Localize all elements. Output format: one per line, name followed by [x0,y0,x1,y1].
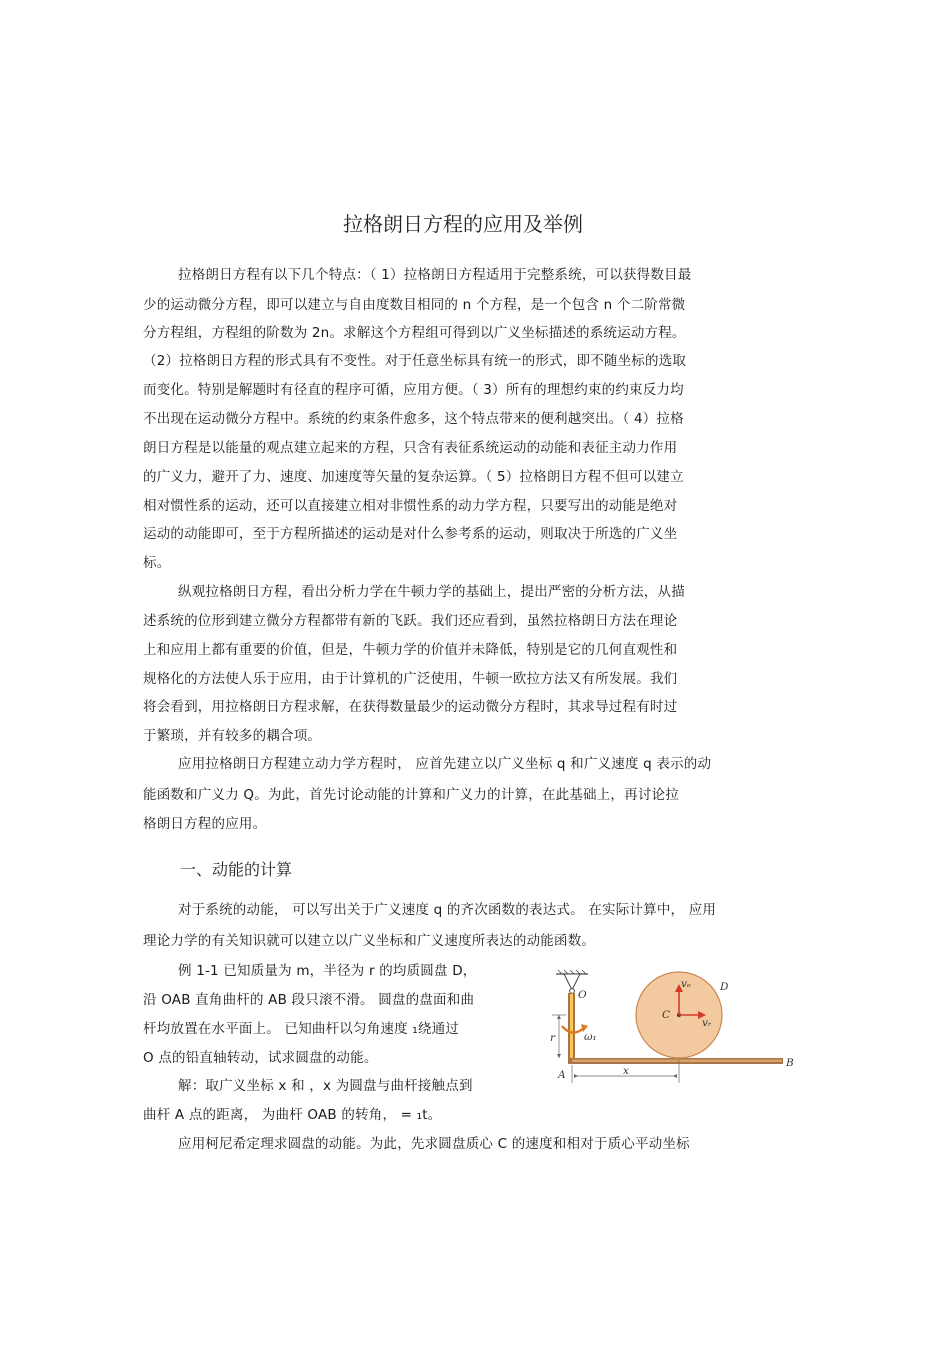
figure-svg [544,968,794,1086]
text-line: 述系统的位形到建立微分方程都带有新的飞跃。我们还应看到，虽然拉格朗日方法在理论 [143,613,678,629]
text-line: 少的运动微分方程，即可以建立与自由度数目相同的 n 个方程，是一个包含 n 个二阶常微 [143,297,686,313]
text-line: 不出现在运动微分方程中。系统的约束条件愈多，这个特点带来的便利越突出。（ 4）拉格 [143,411,684,427]
text-line: 规格化的方法使人乐于应用，由于计算机的广泛使用，牛顿一欧拉方法又有所发展。我们 [143,671,678,687]
text-line: 沿 OAB 直角曲杆的 AB 段只滚不滑。 圆盘的盘面和曲 [143,992,475,1008]
text-line: 分方程组，方程组的阶数为 2n。求解这个方程组可得到以广义坐标描述的系统运动方程。 [143,325,686,341]
text-line: 应用柯尼希定理求圆盘的动能。为此，先求圆盘质心 C 的速度和相对于质心平动坐标 [178,1136,690,1152]
text-line: 朗日方程是以能量的观点建立起来的方程，只含有表征系统运动的动能和表征主动力作用 [143,440,678,456]
label-b: B [786,1057,794,1069]
text-line: 纵观拉格朗日方程，看出分析力学在牛顿力学的基础上，提出严密的分析方法，从描 [178,584,685,600]
label-x: x [623,1065,629,1077]
disk-on-bent-rod-figure [544,968,794,1086]
text-line: 运动的动能即可，至于方程所描述的运动是对什么参考系的运动，则取决于所选的广义坐 [143,526,678,542]
text-line: 标。 [143,555,171,571]
label-d: D [720,981,729,993]
text-line: 曲杆 A 点的距离， 为曲杆 OAB 的转角， = ₁t。 [143,1107,442,1123]
page-title: 拉格朗日方程的应用及举例 [343,212,583,236]
text-line: 解：取广义坐标 x 和 ，x 为圆盘与曲杆接触点到 [178,1078,473,1094]
text-line: 将会看到，用拉格朗日方程求解，在获得数量最少的运动微分方程时，其求导过程有时过 [143,699,678,715]
text-line: （2）拉格朗日方程的形式具有不变性。对于任意坐标具有统一的形式，即不随坐标的选取 [143,353,687,369]
label-vr: vᵣ [702,1017,712,1029]
text-line: 而变化。特别是解题时有径直的程序可循，应用方便。（ 3）所有的理想约束的约束反力均 [143,382,684,398]
text-line: 格朗日方程的应用。 [143,816,267,832]
text-line: 上和应用上都有重要的价值，但是，牛顿力学的价值并未降低，特别是它的几何直观性和 [143,642,678,658]
text-line: 例 1-1 已知质量为 m，半径为 r 的均质圆盘 D， [178,963,477,979]
text-line: 杆均放置在水平面上。 已知曲杆以匀角速度 ₁绕通过 [143,1021,459,1037]
text-line: 于繁琐，并有较多的耦合项。 [143,728,322,744]
section-heading: 一、动能的计算 [180,860,293,879]
label-c: C [662,1009,671,1021]
text-line: O 点的铅直轴转动，试求圆盘的动能。 [143,1050,378,1066]
label-r: r [550,1032,556,1044]
text-line: 对于系统的动能， 可以写出关于广义速度 q 的齐次函数的表达式。 在实际计算中， 应用 [178,902,717,918]
text-line: 能函数和广义力 Q。为此，首先讨论动能的计算和广义力的计算，在此基础上，再讨论拉 [143,787,679,803]
text-line: 拉格朗日方程有以下几个特点：（ 1）拉格朗日方程适用于完整系统，可以获得数目最 [178,267,692,283]
label-omega: ω₁ [584,1031,597,1043]
text-line: 相对惯性系的运动，还可以直接建立相对非惯性系的动力学方程，只要写出的动能是绝对 [143,498,678,514]
label-a: A [558,1069,566,1081]
label-ve: vₑ [681,978,691,990]
text-line: 应用拉格朗日方程建立动力学方程时， 应首先建立以广义坐标 q 和广义速度 q 表示的动 [178,756,712,772]
text-line: 的广义力，避开了力、速度、加速度等矢量的复杂运算。（ 5）拉格朗日方程不但可以建立 [143,469,684,485]
text-line: 理论力学的有关知识就可以建立以广义坐标和广义速度所表达的动能函数。 [143,933,596,949]
label-o: O [578,989,587,1001]
